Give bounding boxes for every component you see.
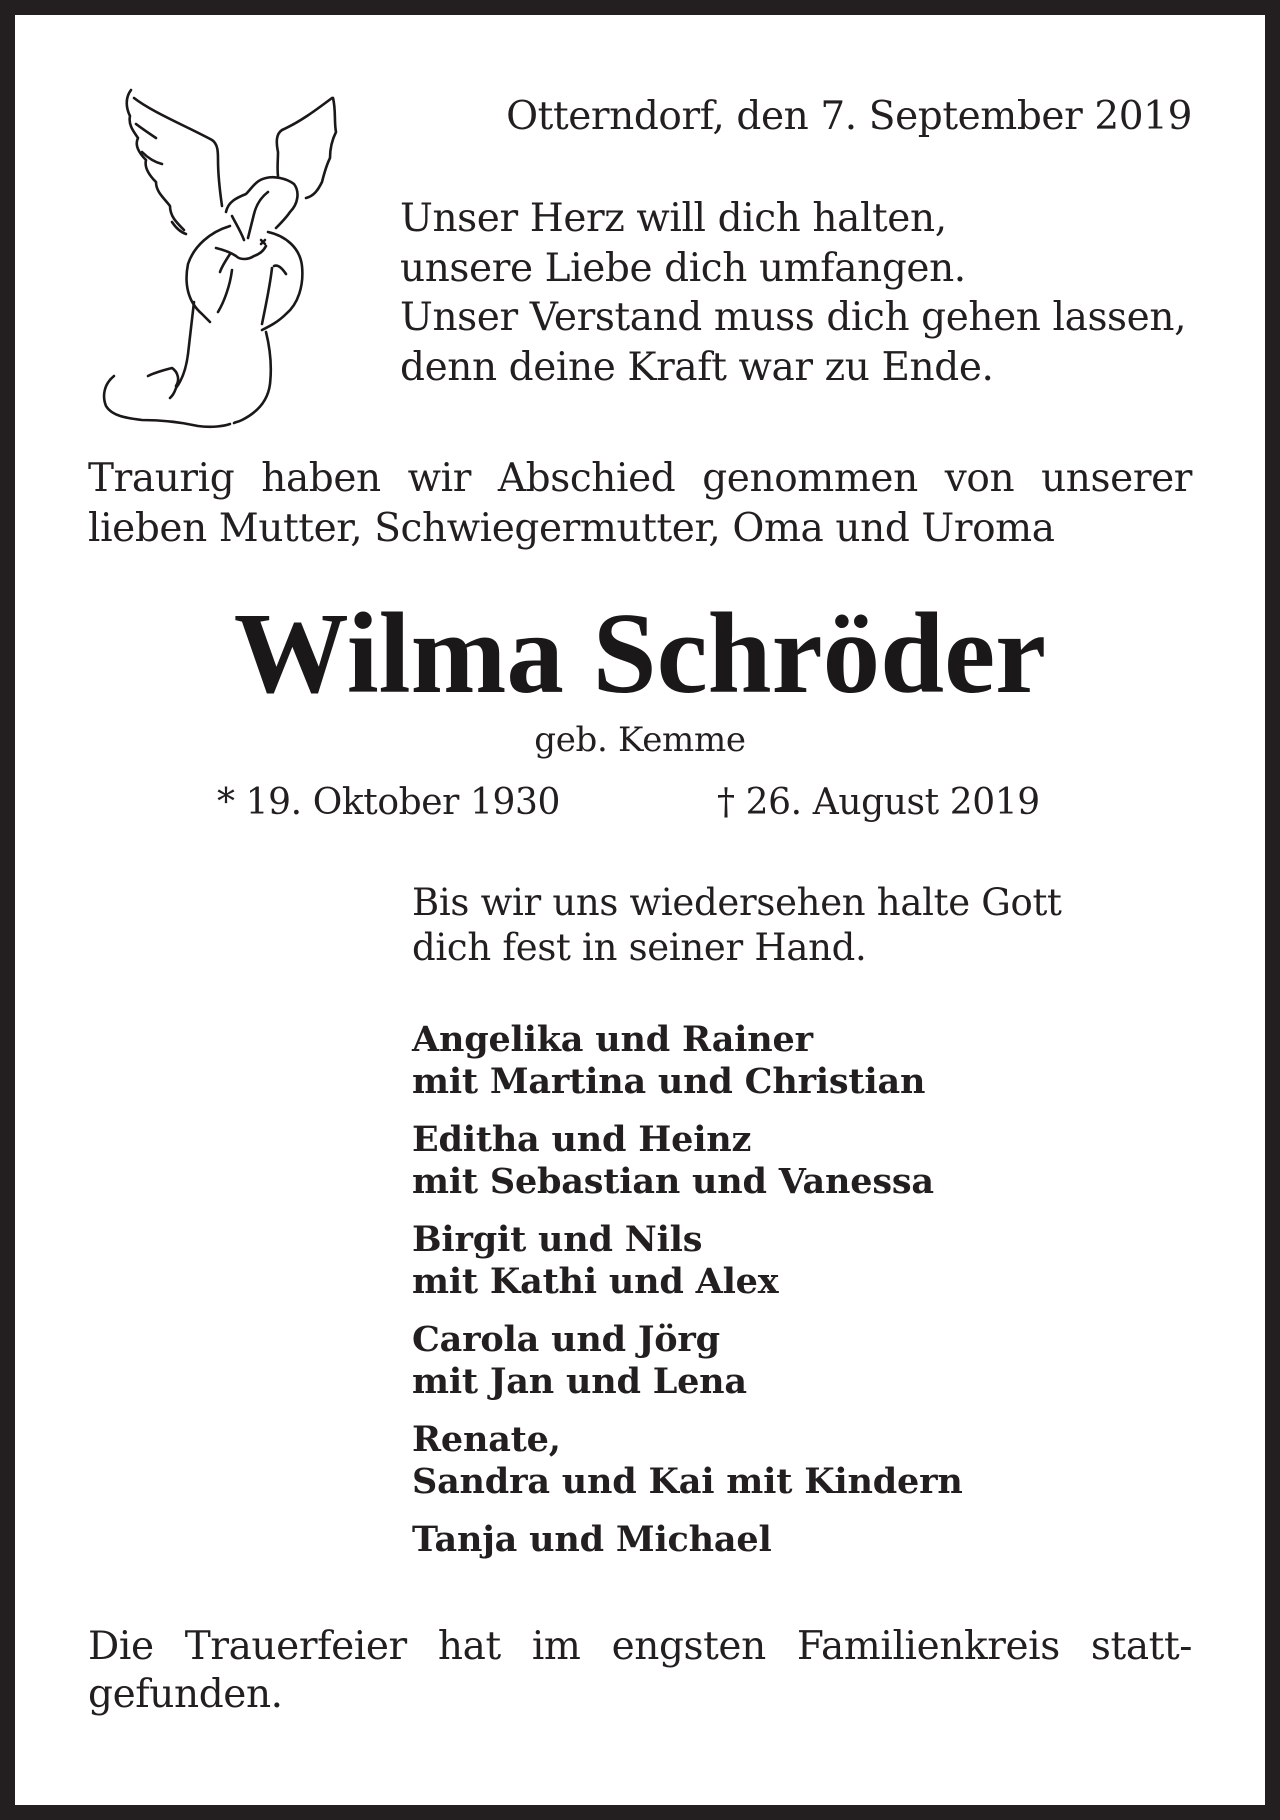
mourner-group (412, 1419, 963, 1503)
closing-line: Die Trauerfeier hat im engsten Familienkreis statt- (88, 1623, 1192, 1669)
mourner-line: Editha und Heinz (412, 1119, 752, 1160)
mourner-group (412, 1519, 963, 1561)
mourners-list (412, 1019, 963, 1577)
intro-paragraph (88, 454, 1192, 554)
birth-date: * 19. Oktober 1930 (217, 781, 561, 823)
mourner-group (412, 1119, 963, 1203)
poem-line: Unser Verstand muss dich gehen lassen, (400, 295, 1187, 341)
obituary-notice (15, 15, 1265, 1805)
mourner-line: Sandra und Kai mit Kindern (412, 1461, 963, 1502)
mourner-group (412, 1219, 963, 1303)
maiden-name: geb. Kemme (534, 720, 746, 760)
mourner-group (412, 1019, 963, 1103)
closing-line: gefunden. (88, 1671, 283, 1717)
mourner-line: mit Martina und Christian (412, 1061, 926, 1102)
deceased-name: Wilma Schröder (233, 590, 1047, 717)
poem (400, 194, 1186, 393)
closing-paragraph (88, 1623, 1192, 1719)
place-date: Otterndorf, den 7. September 2019 (506, 94, 1192, 139)
poem-line: denn deine Kraft war zu Ende. (400, 345, 994, 391)
mourner-line: mit Kathi und Alex (412, 1261, 779, 1302)
mourner-line: Angelika und Rainer (412, 1019, 813, 1060)
death-date: † 26. August 2019 (717, 781, 1040, 823)
verse-line: Bis wir uns wiedersehen halte Gott (412, 881, 1062, 924)
mourner-line: mit Jan und Lena (412, 1361, 747, 1402)
mourner-line: Carola und Jörg (412, 1319, 720, 1360)
mourner-line: Tanja und Michael (412, 1519, 772, 1560)
intro-line: lieben Mutter, Schwiegermutter, Oma und Uroma (88, 505, 1055, 551)
mourner-line: Renate, (412, 1419, 561, 1460)
verse-line: dich fest in seiner Hand. (412, 926, 867, 969)
poem-line: unsere Liebe dich umfangen. (400, 245, 966, 291)
verse (412, 880, 1062, 970)
praying-angel-icon (90, 80, 350, 430)
mourner-line: mit Sebastian und Vanessa (412, 1161, 934, 1202)
mourner-group (412, 1319, 963, 1403)
mourner-line: Birgit und Nils (412, 1219, 703, 1260)
poem-line: Unser Herz will dich halten, (400, 196, 947, 241)
intro-line: Traurig haben wir Abschied genommen von unserer (88, 455, 1192, 501)
